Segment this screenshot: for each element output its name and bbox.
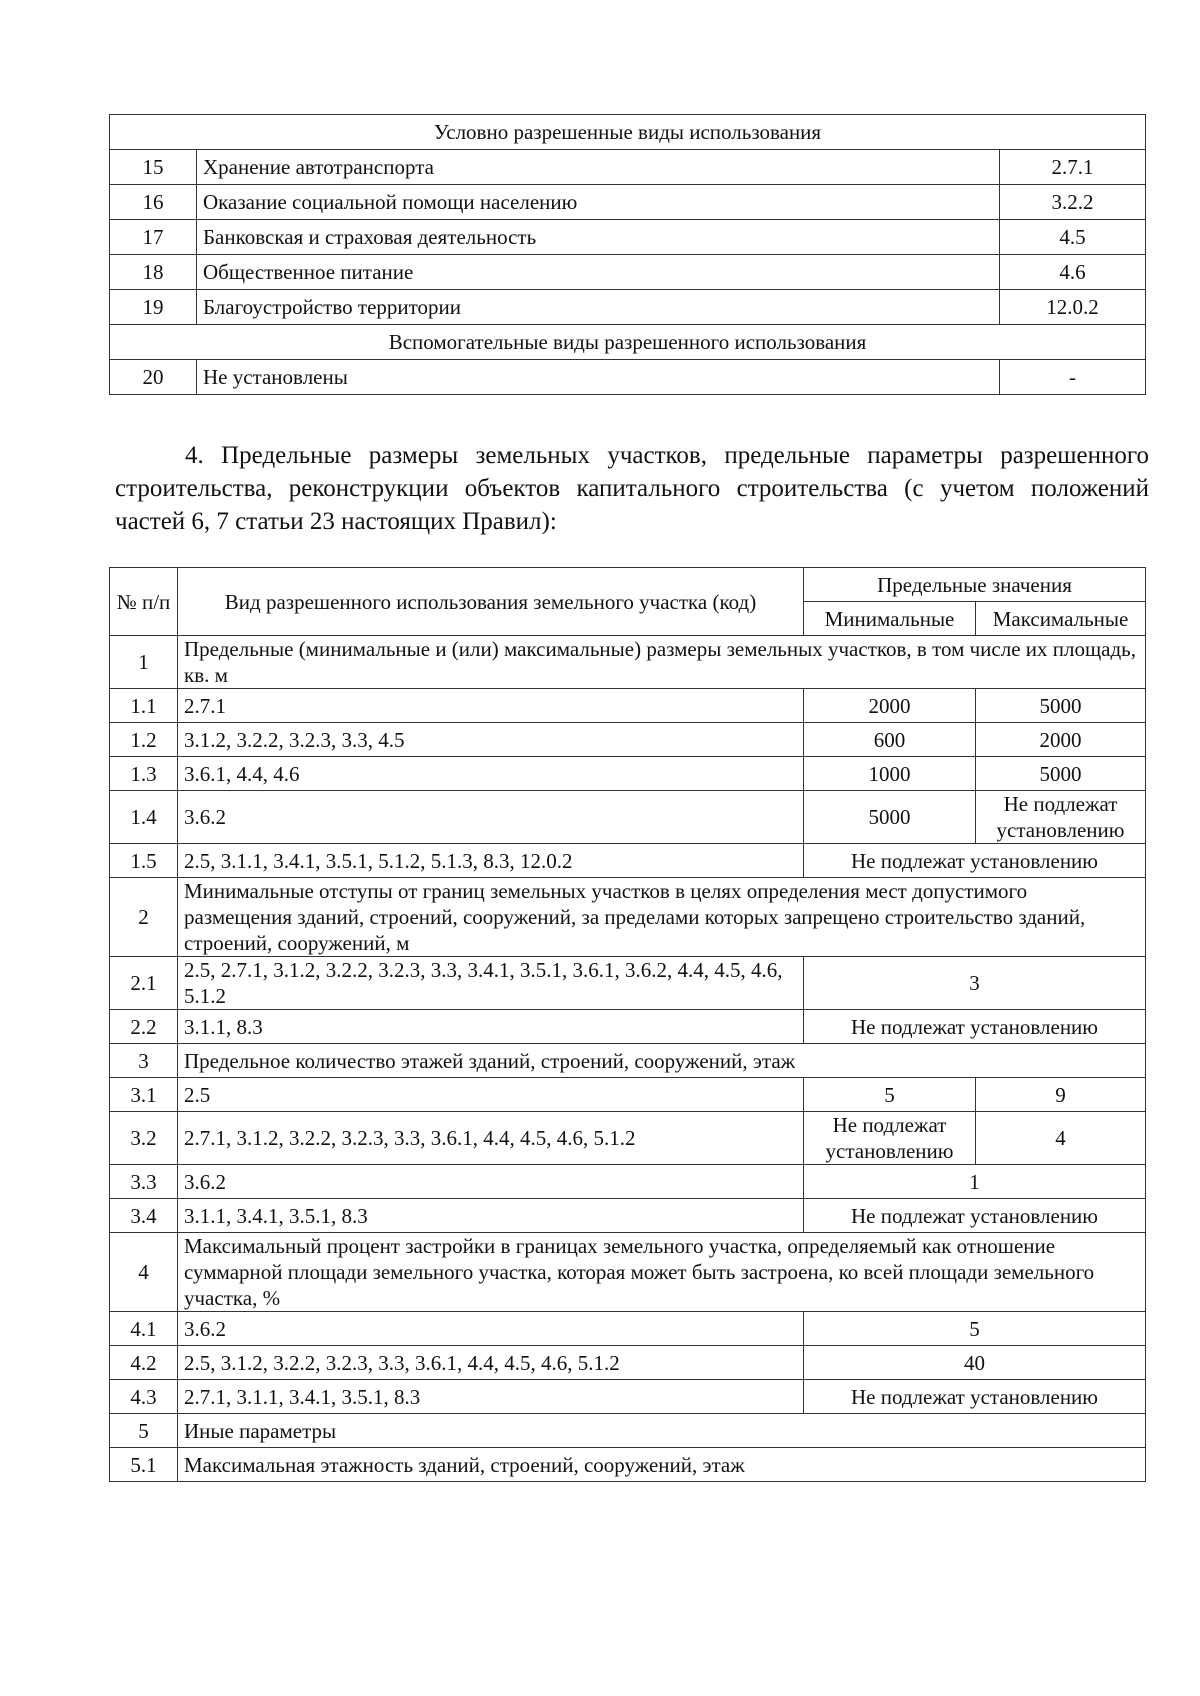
row-number: 1.1	[110, 689, 178, 723]
parameters-table	[109, 567, 1146, 1482]
max-value: Не подлежат установлению	[976, 791, 1146, 844]
row-number: 17	[110, 220, 197, 255]
table-row	[110, 290, 1146, 325]
table-row	[110, 1346, 1146, 1380]
section-title: Иные параметры	[178, 1414, 1146, 1448]
use-codes: 2.5, 2.7.1, 3.1.2, 3.2.2, 3.2.3, 3.3, 3.4.1, 3.5.1, 3.6.1, 3.6.2, 4.4, 4.5, 4.6, 5.1.2	[178, 957, 804, 1010]
use-name: Не установлены	[197, 360, 1000, 395]
row-number: 4.2	[110, 1346, 178, 1380]
use-code: 4.5	[1000, 220, 1146, 255]
table-row	[110, 150, 1146, 185]
section-4-paragraph: 4. Предельные размеры земельных участков, предельные параметры разрешенного строительства, реконструкции объектов капитального строительства (с учетом положений частей 6, 7 статьи 23 настоящих Правил):	[115, 442, 1149, 535]
header-max: Максимальные	[976, 602, 1146, 636]
section-row	[110, 1233, 1146, 1312]
min-value: 5	[804, 1078, 976, 1112]
row-number: 4	[110, 1233, 178, 1312]
header-limits: Предельные значения	[804, 568, 1146, 602]
table-row	[110, 1010, 1146, 1044]
row-number: 4.3	[110, 1380, 178, 1414]
section-title: Минимальные отступы от границ земельных участков в целях определения мест допустимого размещения зданий, строений, сооружений, за пределами которых запрещено строительство зданий, строений, сооружений, м	[178, 878, 1146, 957]
permitted-uses-table	[109, 114, 1146, 395]
row-number: 1.4	[110, 791, 178, 844]
section-title: Условно разрешенные виды использования	[110, 115, 1146, 150]
table-row	[110, 757, 1146, 791]
max-value: 5000	[976, 689, 1146, 723]
row-number: 15	[110, 150, 197, 185]
use-codes: 2.7.1	[178, 689, 804, 723]
max-value: 2000	[976, 723, 1146, 757]
table-row	[110, 1165, 1146, 1199]
row-number: 20	[110, 360, 197, 395]
table-row	[110, 1112, 1146, 1165]
row-number: 3.2	[110, 1112, 178, 1165]
section-row	[110, 115, 1146, 150]
use-codes: 3.1.1, 8.3	[178, 1010, 804, 1044]
section-title: Вспомогательные виды разрешенного использования	[110, 325, 1146, 360]
row-number: 1.5	[110, 844, 178, 878]
combined-value: Не подлежат установлению	[804, 844, 1146, 878]
use-code: 4.6	[1000, 255, 1146, 290]
row-number: 3	[110, 1044, 178, 1078]
row-number: 16	[110, 185, 197, 220]
row-number: 1.3	[110, 757, 178, 791]
section-title: Предельное количество этажей зданий, строений, сооружений, этаж	[178, 1044, 1146, 1078]
max-value: 5000	[976, 757, 1146, 791]
table-row	[110, 1199, 1146, 1233]
use-code: 2.7.1	[1000, 150, 1146, 185]
row-number: 2.2	[110, 1010, 178, 1044]
row-number: 18	[110, 255, 197, 290]
table-row	[110, 1448, 1146, 1482]
section-row	[110, 1044, 1146, 1078]
use-name: Банковская и страховая деятельность	[197, 220, 1000, 255]
table-row	[110, 957, 1146, 1010]
table-row	[110, 220, 1146, 255]
max-value: 4	[976, 1112, 1146, 1165]
use-name: Хранение автотранспорта	[197, 150, 1000, 185]
min-value: 1000	[804, 757, 976, 791]
use-codes: 3.6.2	[178, 1312, 804, 1346]
min-value: 5000	[804, 791, 976, 844]
section-row	[110, 325, 1146, 360]
header-num: № п/п	[110, 568, 178, 636]
table-row	[110, 723, 1146, 757]
table-row	[110, 255, 1146, 290]
row-number: 19	[110, 290, 197, 325]
combined-value: Не подлежат установлению	[804, 1199, 1146, 1233]
use-name: Оказание социальной помощи населению	[197, 185, 1000, 220]
combined-value: 5	[804, 1312, 1146, 1346]
combined-value: Не подлежат установлению	[804, 1380, 1146, 1414]
row-number: 2.1	[110, 957, 178, 1010]
row-number: 3.4	[110, 1199, 178, 1233]
table-row	[110, 185, 1146, 220]
table-row	[110, 791, 1146, 844]
use-code: 3.2.2	[1000, 185, 1146, 220]
min-value: 2000	[804, 689, 976, 723]
row-number: 4.1	[110, 1312, 178, 1346]
combined-value: 1	[804, 1165, 1146, 1199]
header-row	[110, 568, 1146, 602]
use-codes: 2.7.1, 3.1.1, 3.4.1, 3.5.1, 8.3	[178, 1380, 804, 1414]
min-value: 600	[804, 723, 976, 757]
section-row	[110, 878, 1146, 957]
use-codes: 3.1.1, 3.4.1, 3.5.1, 8.3	[178, 1199, 804, 1233]
combined-value: Не подлежат установлению	[804, 1010, 1146, 1044]
section-row	[110, 1414, 1146, 1448]
row-number: 5.1	[110, 1448, 178, 1482]
use-codes: 2.5, 3.1.1, 3.4.1, 3.5.1, 5.1.2, 5.1.3, 8.3, 12.0.2	[178, 844, 804, 878]
table-row	[110, 844, 1146, 878]
section-title: Максимальная этажность зданий, строений, сооружений, этаж	[178, 1448, 1146, 1482]
table-row	[110, 1312, 1146, 1346]
use-codes: 2.5, 3.1.2, 3.2.2, 3.2.3, 3.3, 3.6.1, 4.4, 4.5, 4.6, 5.1.2	[178, 1346, 804, 1380]
max-value: 9	[976, 1078, 1146, 1112]
section-title: Предельные (минимальные и (или) максимальные) размеры земельных участков, в том числе их площадь, кв. м	[178, 636, 1146, 689]
section-row	[110, 636, 1146, 689]
row-number: 5	[110, 1414, 178, 1448]
section-title: Максимальный процент застройки в границах земельного участка, определяемый как отношение суммарной площади земельного участка, которая может быть застроена, ко всей площади земельного участка, %	[178, 1233, 1146, 1312]
combined-value: 3	[804, 957, 1146, 1010]
row-number: 3.3	[110, 1165, 178, 1199]
use-code: 12.0.2	[1000, 290, 1146, 325]
table-row	[110, 1380, 1146, 1414]
row-number: 1.2	[110, 723, 178, 757]
table-row	[110, 689, 1146, 723]
use-codes: 3.6.2	[178, 791, 804, 844]
table-row	[110, 360, 1146, 395]
use-codes: 3.1.2, 3.2.2, 3.2.3, 3.3, 4.5	[178, 723, 804, 757]
header-min: Минимальные	[804, 602, 976, 636]
min-value: Не подлежат установлению	[804, 1112, 976, 1165]
combined-value: 40	[804, 1346, 1146, 1380]
use-codes: 2.5	[178, 1078, 804, 1112]
header-kind: Вид разрешенного использования земельного участка (код)	[178, 568, 804, 636]
row-number: 3.1	[110, 1078, 178, 1112]
use-codes: 3.6.1, 4.4, 4.6	[178, 757, 804, 791]
row-number: 1	[110, 636, 178, 689]
use-name: Общественное питание	[197, 255, 1000, 290]
use-codes: 3.6.2	[178, 1165, 804, 1199]
use-code: -	[1000, 360, 1146, 395]
use-name: Благоустройство территории	[197, 290, 1000, 325]
row-number: 2	[110, 878, 178, 957]
table-row	[110, 1078, 1146, 1112]
use-codes: 2.7.1, 3.1.2, 3.2.2, 3.2.3, 3.3, 3.6.1, 4.4, 4.5, 4.6, 5.1.2	[178, 1112, 804, 1165]
